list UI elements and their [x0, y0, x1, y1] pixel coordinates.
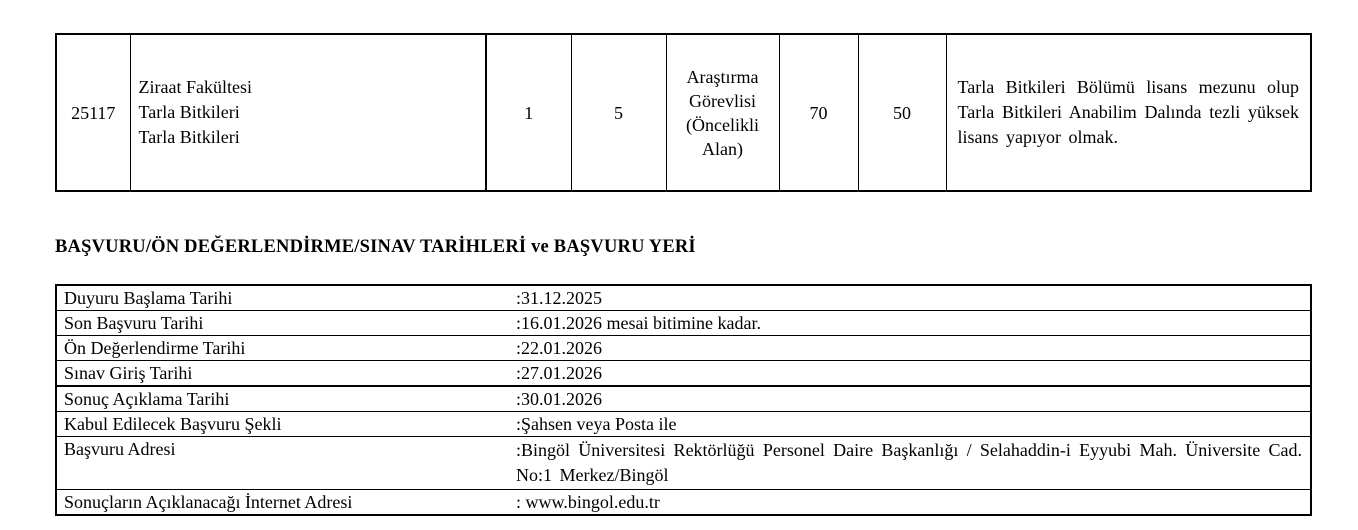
schedule-value: :30.01.2026 — [516, 386, 1311, 412]
schedule-label: Duyuru Başlama Tarihi — [56, 285, 516, 311]
vacancy-title-cell: Araştırma Görevlisi (Öncelikli Alan) — [666, 34, 779, 191]
schedule-row-result-date — [56, 386, 1311, 412]
ales-score-cell: 70 — [779, 34, 858, 191]
schedule-value: : www.bingol.edu.tr — [516, 490, 1311, 516]
vacancy-id-cell: 25117 — [56, 34, 130, 191]
language-score-cell: 50 — [858, 34, 946, 191]
schedule-value: :22.01.2026 — [516, 336, 1311, 361]
schedule-row-application-deadline — [56, 311, 1311, 336]
vacancy-grade-cell: 5 — [571, 34, 666, 191]
vacancy-unit-cell — [130, 34, 486, 191]
vacancy-row — [56, 34, 1311, 191]
schedule-label: Sınav Giriş Tarihi — [56, 361, 516, 387]
faculty-name: Ziraat Fakültesi — [138, 77, 252, 97]
schedule-row-announcement-start — [56, 285, 1311, 311]
application-schedule-table — [55, 284, 1312, 516]
schedule-label: Ön Değerlendirme Tarihi — [56, 336, 516, 361]
schedule-label: Başvuru Adresi — [56, 437, 516, 490]
department-name: Tarla Bitkileri — [138, 102, 240, 122]
schedule-value: :31.12.2025 — [516, 285, 1311, 311]
schedule-value: :Şahsen veya Posta ile — [516, 412, 1311, 437]
vacancy-requirements-cell: Tarla Bitkileri Bölümü lisans mezunu olup Tarla Bitkileri Anabilim Dalında tezli yüksek lisans yapıyor olmak. — [946, 34, 1311, 191]
schedule-value: :27.01.2026 — [516, 361, 1311, 387]
schedule-row-pre-evaluation — [56, 336, 1311, 361]
schedule-row-application-address — [56, 437, 1311, 490]
schedule-row-results-website — [56, 490, 1311, 516]
schedule-label: Sonuçların Açıklanacağı İnternet Adresi — [56, 490, 516, 516]
schedule-label: Sonuç Açıklama Tarihi — [56, 386, 516, 412]
schedule-value: :Bingöl Üniversitesi Rektörlüğü Personel Daire Başkanlığı / Selahaddin-i Eyyubi Mah. Üniversite Cad. No:1 Merkez/Bingöl — [516, 437, 1311, 490]
program-name: Tarla Bitkileri — [138, 127, 240, 147]
section-title: BAŞVURU/ÖN DEĞERLENDİRME/SINAV TARİHLERİ ve BAŞVURU YERİ — [55, 237, 696, 257]
schedule-label: Kabul Edilecek Başvuru Şekli — [56, 412, 516, 437]
schedule-row-application-method — [56, 412, 1311, 437]
schedule-value: :16.01.2026 mesai bitimine kadar. — [516, 311, 1311, 336]
vacancy-table — [55, 33, 1312, 192]
vacancy-count-cell: 1 — [486, 34, 571, 191]
schedule-label: Son Başvuru Tarihi — [56, 311, 516, 336]
schedule-row-exam-date — [56, 361, 1311, 387]
